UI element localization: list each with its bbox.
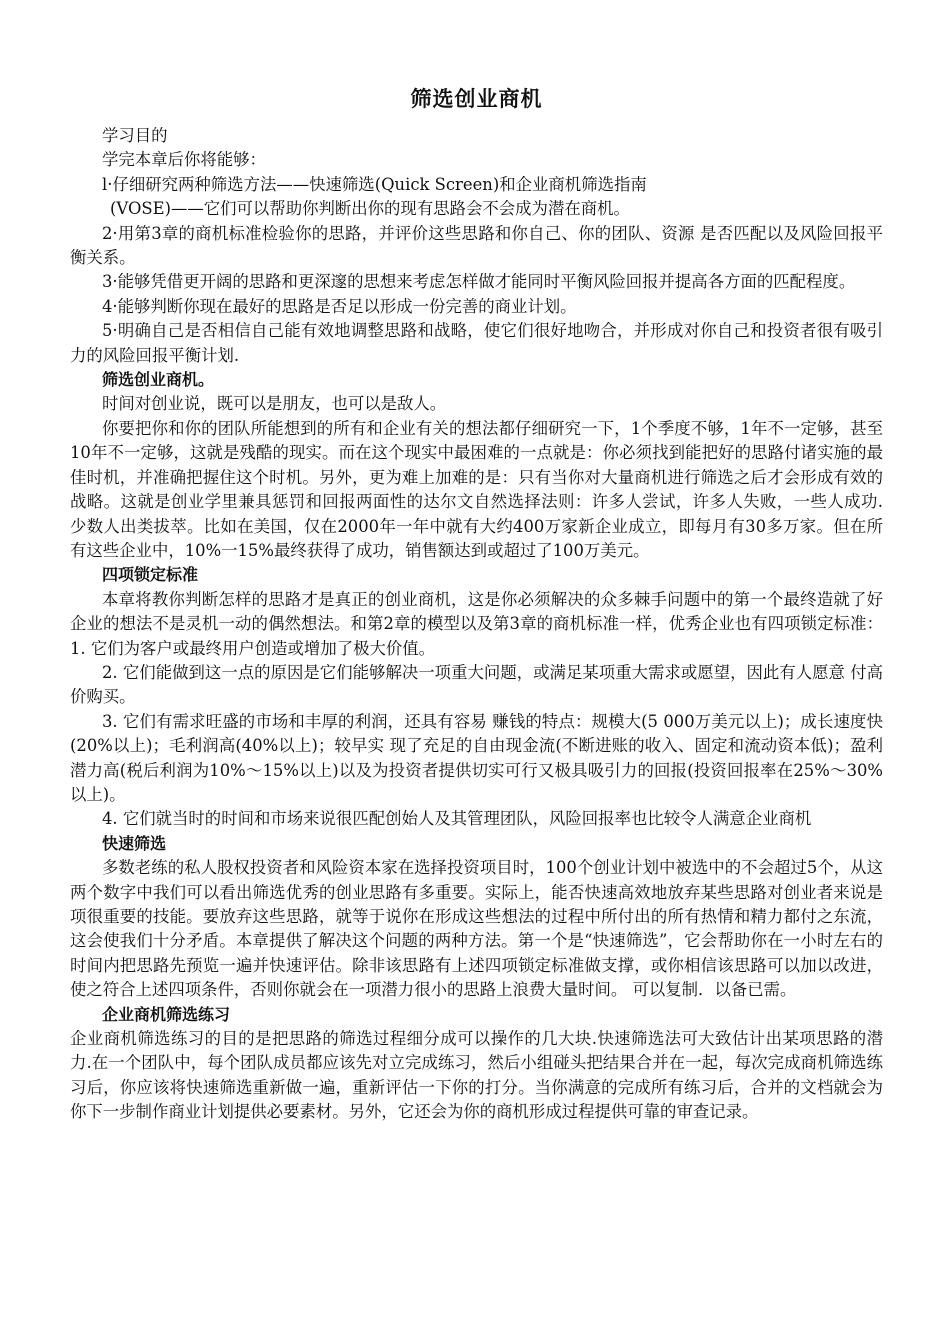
paragraph: 时间对创业说，既可以是朋友，也可以是敌人。 [102,394,447,414]
paragraph: 企业商机筛选练习的目的是把思路的筛选过程细分成可以操作的几大块.快速筛选法可大致估计出某项思路的潜力.在一个团队中，每个团队成员都应该先对立完成练习，然后小组碰头把结果合并在一起，每次完成商机筛选练习后，你应该将快速筛选重新做一遍，重新评估一下你的打分。当你满意的完成所有练习后，合并的文档就会为你下一步制作商业计划提供必要素材。另外，它还会为你的商机形成过程提供可靠的审查记录。 [70,1029,883,1122]
paragraph: 本章将教你判断怎样的思路才是真正的创业商机，这是你必须解决的众多棘手问题中的第一个最终造就了好企业的想法不是灵机一动的偶然想法。和第2章的模型以及第3章的商机标准一样，优秀企业也有四项锁定标准：1. 它们为客户或最终用户创造或增加了极大价值。 [70,589,883,658]
section-heading-four-criteria: 四项锁定标准 [102,565,199,585]
paragraph: 多数老练的私人股权投资者和风险资本家在选择投资项目时，100个创业计划中被选中的不会超过5个，从这两个数字中我们可以看出筛选优秀的创业思路有多重要。实际上，能否快速高效地放弃某些思路对创业者来说是项很重要的技能。要放弃这些思路，就等于说你在形成这些想法的过程中所付出的所有热情和精力都付之东流，这会使我们十分矛盾。本章提供了解决这个问题的两种方法。第一个是“快速筛选”，它会帮助你在一小时左右的时间内把思路先预览一遍并快速评估。除非该思路有上述四项锁定标准做支撑，或你相信该思路可以加以改进，使之符合上述四项条件，否则你就会在一项潜力很小的思路上浪费大量时间。 可以复制．以备已需。 [70,858,883,1000]
objectives-heading: 学习目的 [102,126,168,145]
paragraph: 你要把你和你的团队所能想到的所有和企业有关的想法都仔细研究一下，1个季度不够，1年不一定够，甚至10年不一定够，这就是残酷的现实。而在这个现实中最困难的一点就是：你必须找到能把好的思路付诸实施的最佳时机，并准确把握住这个时机。另外，更为难上加难的是：只有当你对大量商机进行筛选之后才会形成有效的战略。这就是创业学里兼具惩罚和回报两面性的达尔文自然选择法则：许多人尝试，许多人失败，一些人成功. 少数人出类拔萃。比如在美国，仅在2000年一年中就有大约400万家新企业成立，即每月有30多万家。但在所有这些企业中，10%一15%最终获得了成功，销售额达到或超过了100万美元。 [70,418,883,560]
paragraph: 4. 它们就当时的时间和市场来说很匹配创始人及其管理团队，风险回报率也比较令人满意企业商机 [102,809,812,829]
objective-item-5: 5·明确自己是否相信自己能有效地调整思路和战略，使它们很好地吻合，并形成对你自己和投资者很有吸引力的风险回报平衡计划. [70,321,883,365]
section-heading-quick-screen: 快速筛选 [102,833,167,853]
paragraph: 3. 它们有需求旺盛的市场和丰厚的利润，还具有容易 赚钱的特点：规模大(5 000万美元以上)；成长速度快(20%以上)；毛利润高(40%以上)；较早实 现了充足的自由现金流(不断进账的收入、固定和流动资本低)；盈利潜力高(税后利润为10%～15%以上)以及为投资者提供切实可行又极具吸引力的回报(投资回报率在25%～30%以上)。 [70,711,883,804]
section-heading-vose-exercise: 企业商机筛选练习 [102,1004,231,1024]
objective-item-1b: (VOSE)——它们可以帮助你判断出你的现有思路会不会成为潜在商机。 [110,199,630,219]
objective-item-3: 3·能够凭借更开阔的思路和更深邃的思想来考虑怎样做才能同时平衡风险回报并提高各方面的匹配程度。 [102,272,856,292]
document-page [70,84,883,1125]
objective-item-1a: l·仔细研究两种筛选方法——快速筛选(Quick Screen)和企业商机筛选指南 [102,174,647,194]
objective-item-2: 2·用第3章的商机标准检验你的思路，并评价这些思路和你自己、你的团队、资源 是否匹配以及风险回报平衡关系。 [70,223,883,268]
objective-item-4: 4·能够判断你现在最好的思路是否足以形成一份完善的商业计划。 [102,296,577,316]
paragraph: 2. 它们能做到这一点的原因是它们能够解决一项重大问题，或满足某项重大需求或愿望，因此有人愿意 付高价购买。 [70,662,883,707]
section-heading-screening: 筛选创业商机。 [102,370,215,390]
objectives-intro: 学完本章后你将能够： [102,150,266,170]
page-title: 筛选创业商机 [410,87,543,111]
